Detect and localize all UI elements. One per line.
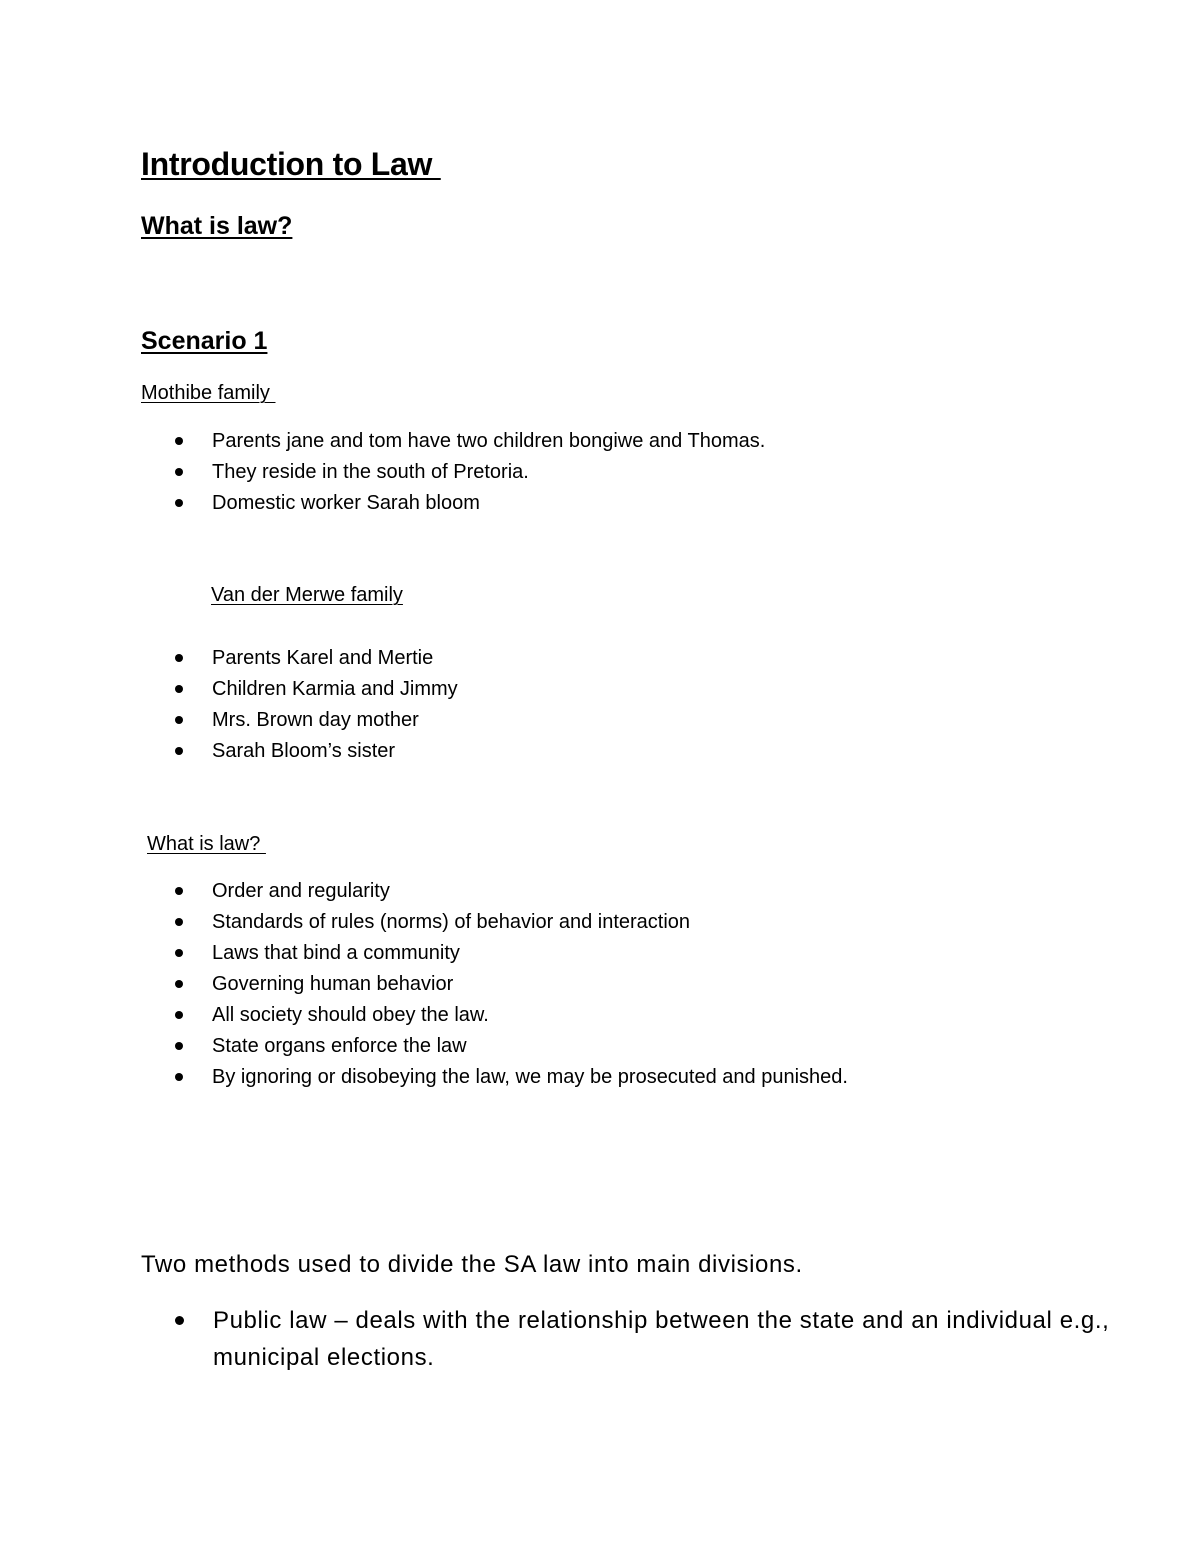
bullet-icon <box>175 685 183 693</box>
list-item-text: All society should obey the law. <box>212 1004 489 1026</box>
list-item-text: Parents Karel and Mertie <box>212 647 434 669</box>
list-item <box>141 738 458 769</box>
van-der-merwe-family-label: Van der Merwe family <box>211 584 403 606</box>
list-item <box>141 707 458 738</box>
list-item <box>141 1002 848 1033</box>
bullet-icon <box>175 499 183 507</box>
list-item <box>141 1302 1113 1376</box>
list-item-text: Sarah Bloom’s sister <box>212 740 396 762</box>
list-item-text: They reside in the south of Pretoria. <box>212 461 529 483</box>
list-item <box>141 940 848 971</box>
bullet-icon <box>175 887 183 895</box>
list-item <box>141 971 848 1002</box>
document-title: Introduction to Law <box>141 146 441 182</box>
list-item-text: Standards of rules (norms) of behavior and interaction <box>212 911 691 933</box>
list-item <box>141 1064 848 1095</box>
mothibe-family-label: Mothibe family <box>141 382 276 404</box>
list-item <box>141 459 765 490</box>
bullet-icon <box>175 747 183 755</box>
bullet-icon <box>175 1073 183 1081</box>
list-item <box>141 490 765 521</box>
van-der-merwe-family-list <box>141 645 458 769</box>
list-item <box>141 909 848 940</box>
what-is-law-list <box>141 878 848 1095</box>
list-item-text: Governing human behavior <box>212 973 454 995</box>
list-item <box>141 428 765 459</box>
list-item <box>141 645 458 676</box>
bullet-icon <box>175 468 183 476</box>
bullet-icon <box>175 1011 183 1019</box>
document-subtitle: What is law? <box>141 212 293 240</box>
bullet-icon <box>175 716 183 724</box>
methods-paragraph: Two methods used to divide the SA law into main divisions. <box>141 1251 803 1278</box>
scenario-heading: Scenario 1 <box>141 327 268 355</box>
bullet-icon <box>175 654 183 662</box>
list-item-text: Parents jane and tom have two children bongiwe and Thomas. <box>212 430 766 452</box>
bullet-icon <box>175 437 183 445</box>
bullet-icon <box>175 1042 183 1050</box>
list-item-text: Domestic worker Sarah bloom <box>212 492 480 514</box>
mothibe-family-list <box>141 428 765 521</box>
list-item-text: Laws that bind a community <box>212 942 460 964</box>
list-item-text: Mrs. Brown day mother <box>212 709 419 731</box>
what-is-law-label: What is law? <box>147 833 266 855</box>
bullet-icon <box>175 1316 184 1325</box>
bullet-icon <box>175 918 183 926</box>
list-item-text: State organs enforce the law <box>212 1035 467 1057</box>
list-item <box>141 676 458 707</box>
list-item <box>141 878 848 909</box>
methods-list <box>141 1302 1113 1376</box>
list-item-text: Order and regularity <box>212 880 390 902</box>
bullet-icon <box>175 980 183 988</box>
list-item <box>141 1033 848 1064</box>
bullet-icon <box>175 949 183 957</box>
list-item-text: By ignoring or disobeying the law, we may be prosecuted and punished. <box>212 1066 848 1088</box>
list-item-text: Children Karmia and Jimmy <box>212 678 458 700</box>
list-item-text: Public law – deals with the relationship between the state and an individual e.g., municipal elections. <box>213 1307 1110 1371</box>
